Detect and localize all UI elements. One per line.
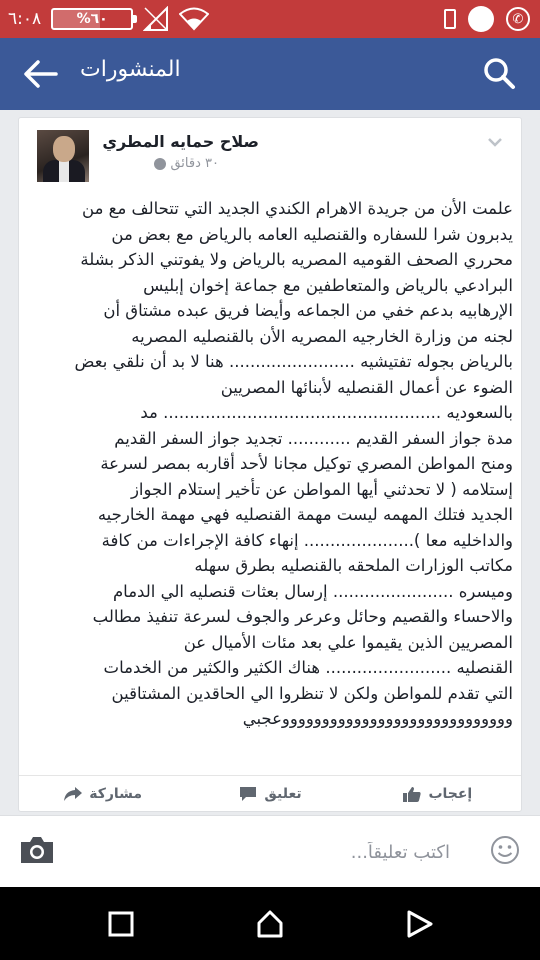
status-bar <box>0 0 540 38</box>
comment-label: تعليق <box>264 785 302 802</box>
like-button[interactable] <box>354 776 521 811</box>
post-line: بالرياض بجوله تفتيشيه ........................ هنا لا بد أن نلقي بعض <box>74 352 513 371</box>
post-card <box>18 117 522 812</box>
comment-composer <box>0 815 540 887</box>
search-icon[interactable] <box>482 56 516 90</box>
wifi-icon <box>179 7 209 31</box>
like-label: إعجاب <box>428 785 473 802</box>
share-button[interactable] <box>19 776 186 811</box>
globe-icon <box>154 158 166 170</box>
signal-icon <box>143 6 169 32</box>
page-title: المنشورات <box>80 57 181 82</box>
post-line: القنصليه ........................ هناك الكثير والكثير من الخدمات <box>103 658 513 677</box>
post-line: ومنح المواطن المصري توكيل مجانا لأحد أقاربه بمصر لسرعة <box>100 454 513 473</box>
post-line: الضوء عن أعمال القنصليه لأبنائها المصريين <box>220 377 513 397</box>
post-line: إستلامه ( لا تحدثني أيها المواطن عن تأخير إستلام الجواز <box>130 479 513 499</box>
emoji-icon[interactable] <box>490 835 520 865</box>
post-line: محرري الصحف القوميه المصريه بالرياض ولا يفوتني الذكر بشلة <box>80 250 513 269</box>
comment-button[interactable] <box>186 776 353 811</box>
post-line: وميسره ....................... إرسال بعثات قنصليه الي الدمام <box>112 581 513 601</box>
post-line: مكاتب الوزارات الملحقه بالقنصليه بطرق سهله <box>194 556 513 575</box>
post-line: التي تقدم للمواطن ولكن لا تنظروا الي الحاقدين المشتاقين <box>111 683 513 703</box>
arrow-left-icon[interactable] <box>22 58 58 90</box>
avatar-shirt <box>59 160 69 182</box>
post-meta <box>154 156 219 171</box>
post-line: مدة جواز السفر القديم ............ تجديد جواز السفر القديم <box>114 428 513 448</box>
post-line: الإرهابيه بدعم خفي من الجماعه وأيضا فريق عبده مشتاق أن <box>103 301 513 320</box>
post-line: بالسعوديه ..................................................... مد <box>140 403 513 422</box>
post-line: علمت الأن من جريدة الاهرام الكندي الجديد التي تتحالف مع من <box>82 199 513 218</box>
status-time: ٦:٠٨ <box>8 9 42 29</box>
phone-icon: ✆ <box>506 7 530 31</box>
author-name[interactable]: صلاح حمايه المطري <box>102 132 259 151</box>
chevron-down-icon[interactable] <box>487 136 503 148</box>
post-time[interactable]: ٣٠ دقائق <box>170 156 219 171</box>
post-line: البرادعي بالرياض والمتعاطفين مع جماعة إخوان إبليس <box>143 275 513 295</box>
avatar[interactable] <box>37 130 89 182</box>
thumbs-up-icon <box>402 785 422 803</box>
post-line: المصريين الذين يقيموا علي بعد مئات الأميال عن <box>183 632 513 652</box>
circle-icon <box>468 6 494 32</box>
post-body <box>33 196 513 732</box>
post-actions <box>19 775 521 811</box>
back-triangle-icon[interactable] <box>404 909 434 939</box>
post-line: الجديد فتلك المهمه ليست مهمة القنصليه فهي مهمة الخارجيه <box>97 505 513 524</box>
status-left <box>8 6 209 32</box>
post-line: لجنه من وزارة الخارجيه المصريه الأن بالقنصليه المصريه <box>131 326 513 346</box>
battery-icon <box>51 8 133 30</box>
app-header <box>0 38 540 110</box>
recents-icon[interactable] <box>106 909 136 939</box>
battery-text: %٦٠ <box>76 11 108 27</box>
share-label: مشاركة <box>89 785 143 802</box>
post-line: يدبرون شرا للسفاره والقنصليه العامه بالرياض مع بعض من <box>111 224 513 244</box>
post-line: والاحساء والقصيم وحائل وعرعر والجوف لسرعة تنفيذ مطالب <box>92 607 513 626</box>
post-line: وووووووووووووووووووووووووووووعجبي <box>242 709 513 728</box>
share-icon <box>63 785 83 803</box>
status-right <box>444 6 530 32</box>
camera-icon[interactable] <box>18 834 56 866</box>
comment-input[interactable] <box>120 838 450 866</box>
avatar-face <box>53 136 75 162</box>
post-line: والداخليه معا )..................... إنهاء كافة الإجراءات من كافة <box>101 530 513 550</box>
mobile-icon <box>444 9 456 29</box>
comment-icon <box>238 785 258 803</box>
home-icon[interactable] <box>255 909 285 939</box>
system-nav-bar <box>0 887 540 960</box>
